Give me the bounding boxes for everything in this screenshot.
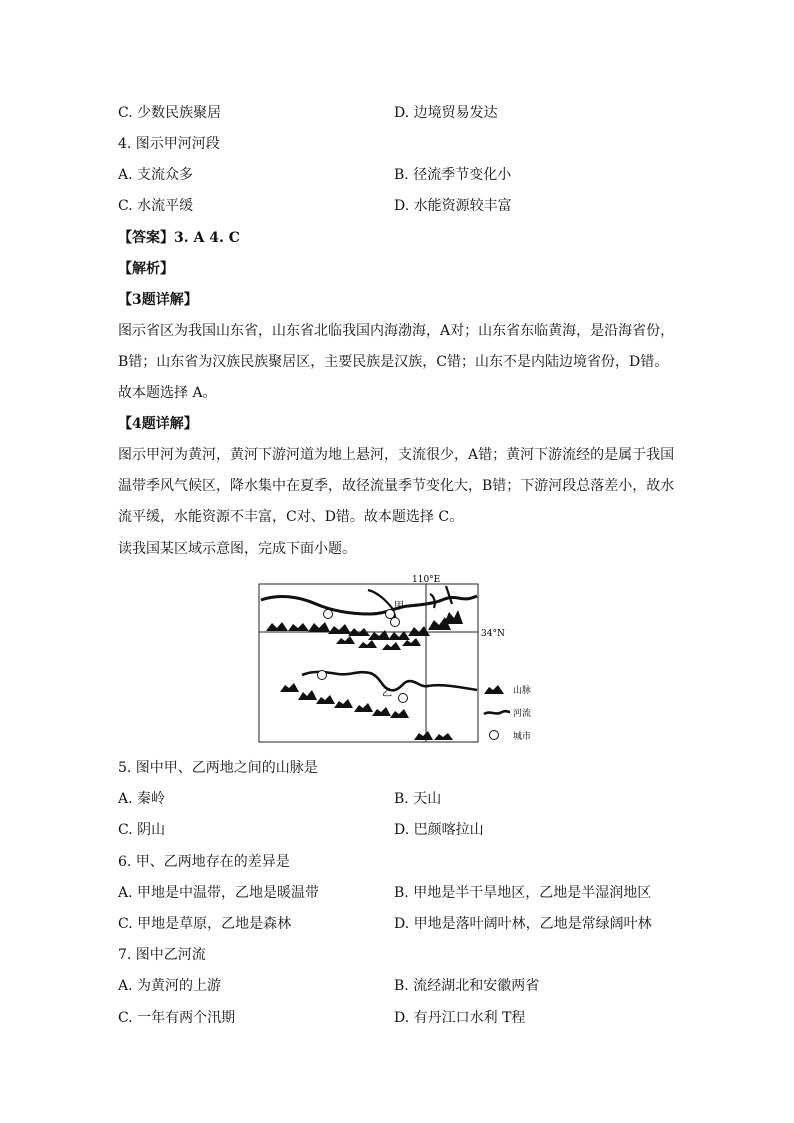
q5-option-c: C. 阴山 bbox=[118, 822, 166, 838]
q4-option-b: B. 径流季节变化小 bbox=[394, 167, 512, 183]
q3-option-c: C. 少数民族聚居 bbox=[118, 105, 222, 121]
legend-mountain-label: 山脉 bbox=[513, 686, 532, 696]
q6-option-d: D. 甲地是落叶阔叶林，乙地是常绿阔叶林 bbox=[394, 916, 652, 932]
q7-option-a: A. 为黄河的上游 bbox=[118, 978, 222, 994]
legend-river-label: 河流 bbox=[513, 709, 532, 719]
q3-option-d: D. 边境贸易发达 bbox=[394, 105, 498, 121]
q4-detail-line-3: 流平缓，水能资源不丰富，C对、D错。故本题选择 C。 bbox=[118, 509, 464, 525]
q3-detail-line-1: 图示省区为我国山东省，山东省北临我国内海渤海，A对；山东省东临黄海，是沿海省份， bbox=[118, 323, 675, 339]
legend-city-symbol bbox=[490, 731, 499, 740]
place-yi: 乙 bbox=[382, 688, 392, 699]
q4-option-c: C. 水流平缓 bbox=[118, 198, 194, 214]
legend-city-label: 城市 bbox=[513, 732, 532, 742]
q5-option-a: A. 秦岭 bbox=[118, 791, 166, 807]
tributary-ne bbox=[430, 586, 452, 608]
q7-option-d: D. 有丹江口水利 T程 bbox=[394, 1010, 526, 1026]
city-marker-3 bbox=[318, 671, 327, 680]
map-intro: 读我国某区域示意图，完成下面小题。 bbox=[118, 541, 356, 557]
city-marker-1 bbox=[324, 610, 333, 619]
q5-option-d: D. 巴颜喀拉山 bbox=[394, 822, 484, 838]
analysis-title: 【解析】 bbox=[118, 261, 174, 277]
legend-mountain-symbol bbox=[484, 685, 504, 694]
q4-detail-line-1: 图示甲河为黄河，黄河下游河道为地上悬河，支流很少，A错；黄河下游流经的是属于我国 bbox=[118, 447, 675, 463]
map-frame bbox=[259, 584, 478, 742]
region-map bbox=[258, 574, 538, 744]
lon-label: 110°E bbox=[412, 575, 441, 585]
upper-river bbox=[261, 596, 477, 614]
mountain-range-main bbox=[266, 610, 463, 650]
legend-river-symbol bbox=[484, 711, 510, 714]
q4-detail-line-2: 温带季风气候区，降水集中在夏季，故径流量季节变化大，B错；下游河段总落差小，故水 bbox=[118, 478, 675, 494]
q6-option-c: C. 甲地是草原，乙地是森林 bbox=[118, 916, 292, 932]
q5-option-b: B. 天山 bbox=[394, 791, 442, 807]
q4-detail-title: 【4题详解】 bbox=[118, 416, 198, 432]
q7-option-c: C. 一年有两个汛期 bbox=[118, 1010, 236, 1026]
lat-label: 34°N bbox=[481, 629, 505, 639]
q4-option-a: A. 支流众多 bbox=[118, 167, 194, 183]
q4-option-d: D. 水能资源较丰富 bbox=[394, 198, 512, 214]
q4-stem: 4. 图示甲河河段 bbox=[118, 136, 220, 152]
q3-detail-line-2: B错；山东省为汉族民族聚居区，主要民族是汉族，C错；山东不是内陆边境省份，D错。 bbox=[118, 354, 669, 370]
city-marker-jia-2 bbox=[391, 618, 400, 627]
place-jia: 甲 bbox=[394, 601, 404, 612]
q3-detail-line-3: 故本题选择 A。 bbox=[118, 385, 217, 401]
q5-stem: 5. 图中甲、乙两地之间的山脉是 bbox=[118, 760, 318, 776]
q3-detail-title: 【3题详解】 bbox=[118, 292, 198, 308]
q7-option-b: B. 流经湖北和安徽两省 bbox=[394, 978, 540, 994]
city-marker-yi bbox=[399, 694, 408, 703]
mountain-range-south bbox=[280, 683, 453, 740]
q6-stem: 6. 甲、乙两地存在的差异是 bbox=[118, 854, 290, 870]
answer-line: 【答案】3. A 4. C bbox=[118, 230, 240, 246]
q7-stem: 7. 图中乙河流 bbox=[118, 947, 206, 963]
q6-option-a: A. 甲地是中温带，乙地是暖温带 bbox=[118, 885, 320, 901]
q6-option-b: B. 甲地是半干旱地区，乙地是半湿润地区 bbox=[394, 885, 652, 901]
